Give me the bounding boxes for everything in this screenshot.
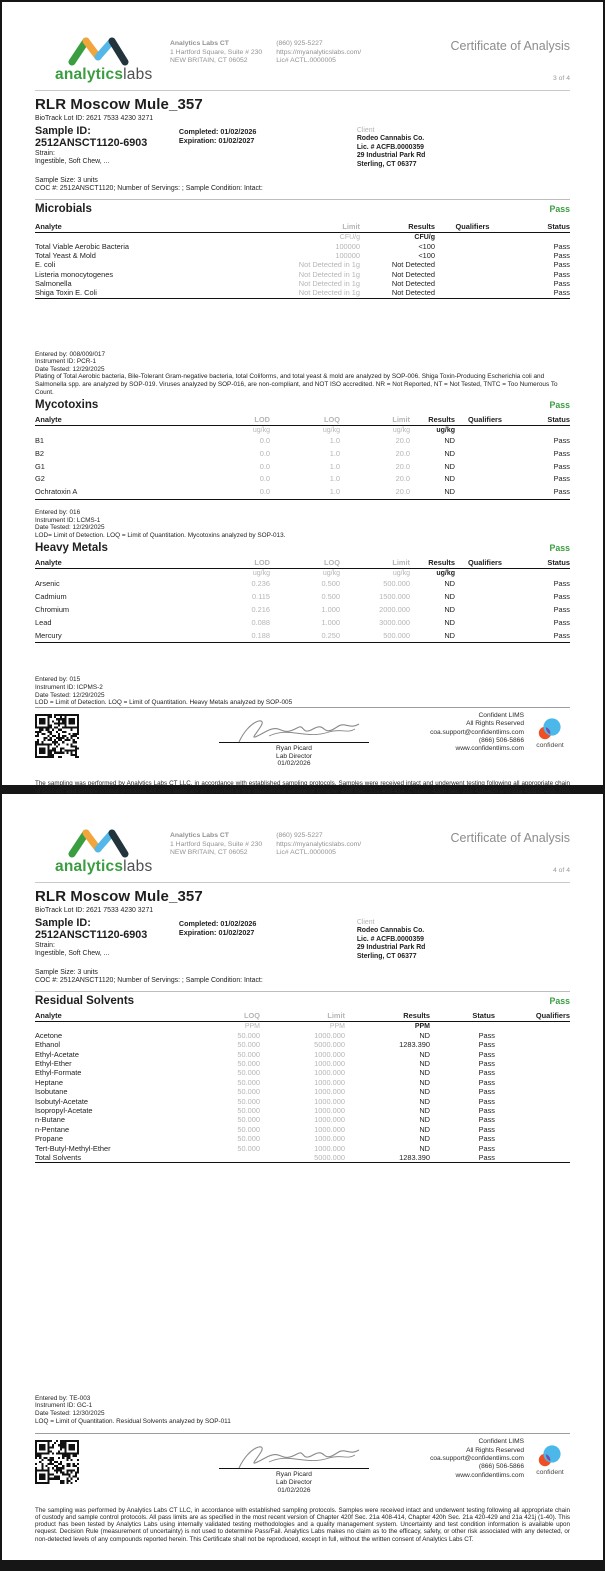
table-row: Mercury 0.188 0.250 500.000 ND Pass — [35, 630, 570, 643]
instrument-id: Instrument ID: PCR-1 — [35, 358, 97, 366]
header-divider — [35, 882, 570, 883]
signer-title: Lab Director — [276, 1478, 312, 1486]
client-license: Lic. # ACFB.0000359 — [356, 143, 424, 151]
confident-logo — [530, 716, 570, 749]
expiration-date: Expiration: 01/02/2027 — [178, 136, 255, 145]
table-row: Ethyl-Formate 50.000 1000.000 ND Pass — [35, 1068, 495, 1078]
table-header-row — [35, 1011, 570, 1022]
lab-website: https://myanalyticslabs.com/ — [276, 48, 362, 56]
section-header-mycotoxins — [35, 399, 570, 411]
table-row: Acetone 50.000 1000.000 ND Pass — [35, 1030, 495, 1040]
instrument-id: Instrument ID: ICPMS-2 — [35, 684, 103, 692]
section-title: Residual Solvents — [35, 994, 135, 1007]
lims-website: www.confidentlims.com — [455, 1471, 524, 1479]
product-name: RLR Moscow Mule_357 — [35, 888, 203, 905]
mycotoxins-test-meta — [35, 509, 570, 539]
page-header — [35, 2, 570, 84]
strain-value: Ingestible, Soft Chew, ... — [35, 950, 110, 958]
col-loq: LOQ — [270, 558, 340, 569]
col-loq: LOQ — [195, 1011, 260, 1022]
client-block — [357, 127, 570, 170]
date-tested: Date Tested: 12/29/2025 — [35, 691, 105, 699]
sample-size: Sample Size: 3 units — [35, 176, 98, 184]
entered-by: Entered by: 015 — [35, 676, 81, 684]
col-loq: LOQ — [270, 415, 340, 426]
date-tested: Date Tested: 12/30/2025 — [35, 1409, 105, 1417]
table-row: Ethyl-Acetate 50.000 1000.000 ND Pass — [35, 1049, 495, 1059]
confident-brand-text: confident — [536, 742, 564, 750]
table-row: Cadmium 0.115 0.500 1500.000 ND Pass — [35, 592, 570, 602]
lab-address-line1: 1 Hartford Square, Suite # 230 — [170, 48, 263, 56]
table-row: Shiga Toxin E. Coli Not Detected in 1g Not Detected Pass — [35, 288, 570, 298]
sample-id: Sample ID: 2512ANSCT1120-6903 — [35, 124, 148, 149]
section-divider — [35, 991, 570, 992]
logo-wordmark: analyticslabs — [55, 858, 153, 875]
coc-line: COC #: 2512ANSCT1120; Number of Servings: ; Sample Condition: Intact: — [35, 185, 263, 193]
heavy-metals-test-meta — [35, 676, 570, 706]
microbials-table — [35, 222, 570, 299]
table-row: Isobutane 50.000 1000.000 ND Pass — [35, 1087, 495, 1097]
signer-info — [199, 745, 389, 768]
confident-brand-text: confident — [536, 1468, 564, 1476]
lab-phone-block — [276, 832, 361, 858]
table-row: Tert-Butyl-Methyl-Ether 50.000 1000.000 ND Pass — [35, 1143, 495, 1153]
legal-disclaimer: The sampling was performed by Analytics Labs CT LLC, in accordance with established sampling protocols. Samples were received intact and underwent testing following all appropriate chain of custody and sample control protocols. All pass limits are as specified in the most recent version of Chapter 420f Sec. 21a 408-414, Chapter 420h Sec. 21a 420-429 and 21a 421j (1-40). This product has been tested by Analytics Labs using internally validated testing methodologies and a quality management system. Uncertainty and test condition information is available upon request. Decision Rule (measurement of uncertainty) is not used to determine Pass/Fail. Analytics Labs makes no claim as to the efficacy, safety, or other risk associated with any detected, or non-detected levels of any compounds reported herein. This Certificate shall not be reproduced, except in full, without the written consent of Analytics Labs CT. — [35, 1506, 570, 1543]
section-divider — [35, 199, 570, 200]
lab-license: Lic# ACTL.0000005 — [276, 57, 336, 65]
sample-id-block — [35, 125, 179, 170]
lab-phone: (860) 925-5227 — [276, 832, 323, 839]
confident-logo — [530, 1443, 570, 1476]
confident-lims-block — [430, 1438, 570, 1480]
signature-block — [199, 712, 389, 768]
sample-size: Sample Size: 3 units — [35, 968, 98, 976]
lims-rights: All Rights Reserved — [466, 1446, 524, 1454]
col-results: Results — [345, 1011, 430, 1022]
section-header-residual-solvents — [35, 995, 570, 1007]
footer-divider — [35, 1433, 570, 1434]
confident-logo-icon — [535, 1443, 565, 1469]
signature-line — [219, 742, 369, 743]
table-row: Isopropyl-Acetate 50.000 1000.000 ND Pass — [35, 1106, 495, 1115]
lims-phone: (866) 506-5866 — [478, 1463, 524, 1471]
lab-contact-info — [170, 40, 361, 66]
col-lod: LOD — [195, 415, 270, 426]
client-block — [357, 919, 570, 962]
table-row: Salmonella Not Detected in 1g Not Detected Pass — [35, 278, 570, 288]
analytics-labs-logo — [55, 35, 168, 84]
table-row: Isobutyl-Acetate 50.000 1000.000 ND Pass — [35, 1096, 495, 1106]
footer-divider — [35, 707, 570, 708]
units-row — [35, 232, 570, 242]
entered-by: Entered by: 008/009/017 — [35, 350, 105, 358]
table-row: n-Pentane 50.000 1000.000 ND Pass — [35, 1124, 495, 1134]
lab-name: Analytics Labs CT — [170, 832, 229, 839]
sample-dates — [179, 919, 299, 962]
table-row: Chromium 0.216 1.000 2000.000 ND Pass — [35, 605, 570, 615]
col-limit: Limit — [255, 222, 360, 233]
section-header-microbials — [35, 203, 570, 215]
units-row: ug/kg ug/kg ug/kg ug/kg — [252, 427, 455, 435]
method-note: Plating of Total Aerobic bacteria, Bile-Tolerant Gram-negative bacteria, total Coliforms, and total yeast & mold are analyzed by SOP-006. Shiga Toxin-Producing Escherichia coli and Salmonella spp. are analyzed by SOP-019. Viruses analyzed by SOP-016, are non-compliant, and NOT ISO accredited. NR = Not Reported, NT = Not Tested, TNTC = Too Numerous To Count. — [35, 373, 558, 396]
table-row: Ochratoxin A 0.0 1.0 20.0 ND Pass — [35, 486, 570, 499]
col-results: Results — [410, 558, 455, 569]
expiration-date: Expiration: 01/02/2027 — [178, 928, 255, 937]
qr-code — [35, 1440, 79, 1484]
signer-info — [199, 1471, 389, 1494]
lims-email: coa.support@confidentlims.com — [430, 1454, 524, 1462]
col-qualifiers: Qualifiers — [495, 1011, 570, 1022]
col-status: Status — [515, 558, 570, 569]
lims-rights: All Rights Reserved — [466, 720, 524, 728]
lims-website: www.confidentlims.com — [455, 745, 524, 753]
table-row: Heptane 50.000 1000.000 ND Pass — [35, 1077, 495, 1087]
units-row: ug/kg ug/kg ug/kg ug/kg — [252, 570, 455, 578]
client-name: Rodeo Cannabis Co. — [356, 135, 425, 143]
col-analyte: Analyte — [35, 558, 195, 569]
lab-name: Analytics Labs CT — [170, 40, 229, 47]
coc-line: COC #: 2512ANSCT1120; Number of Servings: ; Sample Condition: Intact: — [35, 977, 263, 985]
header-right — [451, 831, 571, 874]
method-note: LOQ = Limit of Quantitation. Residual Solvents analyzed by SOP-011 — [35, 1417, 231, 1425]
sample-dates — [179, 127, 299, 170]
col-qualifiers: Qualifiers — [455, 415, 515, 426]
section-status-badge: Pass — [549, 400, 570, 411]
section-status-badge: Pass — [549, 995, 570, 1006]
table-row: E. coli Not Detected in 1g Not Detected Pass — [35, 260, 570, 270]
entered-by: Entered by: 016 — [35, 509, 81, 517]
lims-name: Confident LIMS — [478, 1438, 524, 1446]
client-address2: Sterling, CT 06377 — [356, 160, 417, 168]
sample-info-row — [35, 125, 570, 170]
table-row: Lead 0.088 1.000 3000.000 ND Pass — [35, 617, 570, 627]
client-address1: 29 Industrial Park Rd — [356, 152, 426, 160]
table-row: G2 0.0 1.0 20.0 ND Pass — [35, 474, 570, 484]
lab-license: Lic# ACTL.0000005 — [276, 849, 336, 857]
lab-phone: (860) 925-5227 — [276, 40, 323, 47]
table-row: Listeria monocytogenes Not Detected in 1g Not Detected Pass — [35, 269, 570, 279]
table-row: B2 0.0 1.0 20.0 ND Pass — [35, 448, 570, 458]
confident-logo-icon — [535, 716, 565, 742]
client-label: Client — [356, 918, 375, 926]
col-analyte: Analyte — [35, 1011, 195, 1022]
client-license: Lic. # ACFB.0000359 — [356, 935, 424, 943]
section-status-badge: Pass — [549, 543, 570, 554]
col-limit: Limit — [340, 415, 410, 426]
table-header-row — [35, 222, 570, 233]
biotrack-lot-id: BioTrack Lot ID: 2621 7533 4230 3271 — [35, 907, 154, 914]
table-row: Total Yeast & Mold 100000 <100 Pass — [35, 251, 570, 261]
legal-disclaimer: The sampling was performed by Analytics Labs CT LLC, in accordance with established sampling protocols. Samples were received intact and underwent testing following all appropriate chain of custody and sample control protocols. All pass limits are as specified in the most recent version of Chapter 420f Sec. 21a 408-414, Chapter 420h Sec. 21a 420-429 and 21a 421j (1-40). This — [35, 780, 570, 795]
product-name: RLR Moscow Mule_357 — [35, 96, 203, 113]
client-address1: 29 Industrial Park Rd — [356, 944, 426, 952]
table-row: Propane 50.000 1000.000 ND Pass — [35, 1134, 495, 1144]
lims-email: coa.support@confidentlims.com — [430, 728, 524, 736]
residual-solvents-table — [35, 1011, 570, 1164]
completed-date: Completed: 01/02/2026 — [178, 918, 257, 928]
date-tested: Date Tested: 12/29/2025 — [35, 524, 105, 532]
col-qualifiers: Qualifiers — [435, 222, 510, 233]
col-limit: Limit — [340, 558, 410, 569]
col-limit: Limit — [260, 1011, 345, 1022]
units-row: PPM PPM PPM — [244, 1022, 430, 1030]
table-row: n-Butane 50.000 1000.000 ND Pass — [35, 1115, 495, 1125]
lab-address-block — [170, 832, 262, 858]
signature-date: 01/02/2026 — [277, 1486, 311, 1494]
table-row: Arsenic 0.236 0.500 500.000 ND Pass — [35, 579, 570, 589]
lims-name: Confident LIMS — [478, 711, 524, 719]
lab-phone-block — [276, 40, 361, 66]
col-results: Results — [410, 415, 455, 426]
table-row: Ethyl-Ether 50.000 1000.000 ND Pass — [35, 1058, 495, 1068]
header-divider — [35, 90, 570, 91]
col-results: Results — [360, 222, 435, 233]
col-lod: LOD — [195, 558, 270, 569]
microbials-test-meta — [35, 351, 570, 397]
signature-date: 01/02/2026 — [277, 760, 311, 768]
lab-contact-info — [170, 832, 361, 858]
lab-website: https://myanalyticslabs.com/ — [276, 840, 362, 848]
lab-address-line1: 1 Hartford Square, Suite # 230 — [170, 840, 263, 848]
completed-date: Completed: 01/02/2026 — [178, 126, 257, 136]
method-note: LOD = Limit of Detection. LOQ = Limit of Quantitation. Heavy Metals analyzed by SOP-005 — [35, 699, 293, 707]
page-header — [35, 794, 570, 876]
col-status: Status — [510, 222, 570, 233]
lab-address-block — [170, 40, 262, 66]
heavy-metals-table — [35, 558, 570, 643]
entered-by: Entered by: TE-003 — [35, 1394, 91, 1402]
table-header-row — [35, 558, 570, 569]
section-header-heavy-metals — [35, 542, 570, 554]
logo-mountain-icon — [67, 35, 131, 65]
client-address2: Sterling, CT 06377 — [356, 952, 417, 960]
confident-lims-block — [430, 712, 570, 754]
coa-page-2 — [2, 794, 603, 1560]
section-title: Heavy Metals — [35, 542, 108, 555]
signer-name: Ryan Picard — [276, 744, 312, 752]
instrument-id: Instrument ID: LCMS-1 — [35, 516, 101, 524]
col-status: Status — [430, 1011, 495, 1022]
client-label: Client — [356, 126, 375, 134]
col-status: Status — [515, 415, 570, 426]
section-title: Microbials — [35, 202, 92, 215]
logo-wordmark: analyticslabs — [55, 66, 153, 83]
lab-address-line2: NEW BRITAIN, CT 06052 — [170, 849, 248, 857]
lab-address-line2: NEW BRITAIN, CT 06052 — [170, 57, 248, 65]
results-units: CFU/g — [414, 233, 435, 241]
limit-units: CFU/g — [339, 233, 360, 241]
section-status-badge: Pass — [549, 203, 570, 214]
certificate-title: Certificate of Analysis — [450, 39, 570, 53]
signature-block — [199, 1438, 389, 1494]
page-number: 4 of 4 — [552, 867, 570, 874]
signer-title: Lab Director — [276, 752, 312, 760]
analytics-labs-logo — [55, 827, 168, 876]
table-row: G1 0.0 1.0 20.0 ND Pass — [35, 461, 570, 471]
date-tested: Date Tested: 12/29/2025 — [35, 365, 105, 373]
instrument-id: Instrument ID: GC-1 — [35, 1402, 93, 1410]
sample-id: Sample ID: 2512ANSCT1120-6903 — [35, 916, 148, 941]
table-row: Total Viable Aerobic Bacteria 100000 <100 Pass — [35, 241, 570, 251]
sample-info-row — [35, 917, 570, 962]
col-analyte: Analyte — [35, 222, 255, 233]
method-note: LOD= Limit of Detection. LOQ = Limit of Quantitation. Mycotoxins analyzed by SOP-013. — [35, 531, 286, 539]
biotrack-lot-id: BioTrack Lot ID: 2621 7533 4230 3271 — [35, 115, 154, 122]
table-row: Ethanol 50.000 5000.000 1283.390 Pass — [35, 1040, 495, 1050]
residual-solvents-test-meta — [35, 1395, 570, 1425]
coa-page-1 — [2, 2, 603, 795]
certificate-title: Certificate of Analysis — [450, 831, 570, 845]
signature-line — [219, 1468, 369, 1469]
signer-name: Ryan Picard — [276, 1471, 312, 1479]
mycotoxins-table — [35, 415, 570, 500]
section-title: Mycotoxins — [35, 399, 99, 412]
strain-label: Strain: — [35, 941, 55, 949]
qr-code — [35, 714, 79, 758]
lims-phone: (866) 506-5866 — [478, 737, 524, 745]
strain-label: Strain: — [35, 149, 55, 157]
table-header-row — [35, 415, 570, 426]
logo-mountain-icon — [67, 827, 131, 857]
header-right — [451, 39, 571, 82]
strain-value: Ingestible, Soft Chew, ... — [35, 158, 110, 166]
col-qualifiers: Qualifiers — [455, 558, 515, 569]
col-analyte: Analyte — [35, 415, 195, 426]
client-name: Rodeo Cannabis Co. — [356, 927, 425, 935]
sample-id-block — [35, 917, 179, 962]
table-row: B1 0.0 1.0 20.0 ND Pass — [35, 436, 570, 446]
table-row: Total Solvents 5000.000 1283.390 Pass — [35, 1153, 570, 1163]
page-footer — [35, 1433, 570, 1560]
page-number: 3 of 4 — [552, 75, 570, 82]
